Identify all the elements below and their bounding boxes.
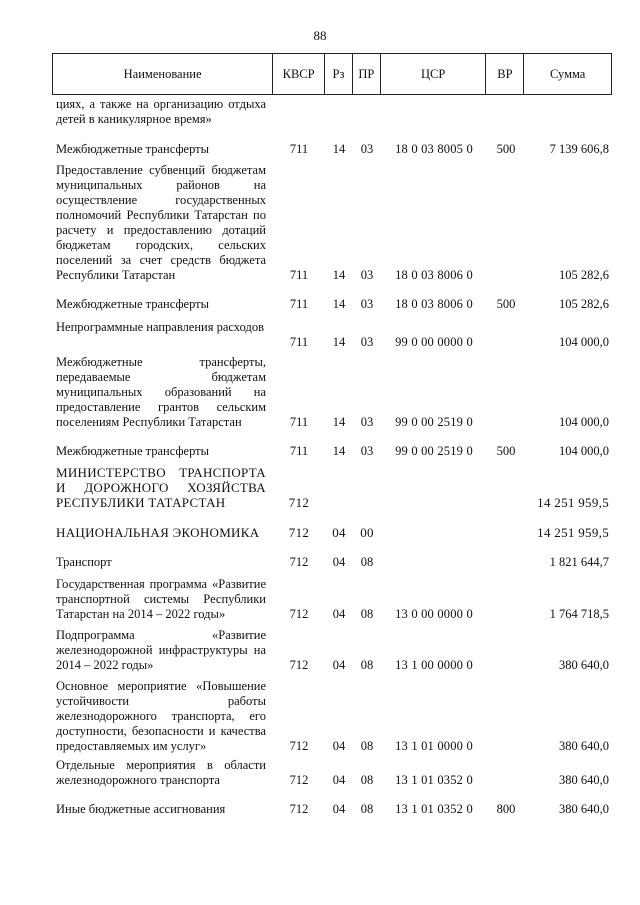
row-sum: 7 139 606,8 <box>549 142 609 156</box>
row-pr: 03 <box>360 415 374 429</box>
row-vr: 500 <box>496 142 516 156</box>
row-kvsr: 712 <box>289 607 309 621</box>
row-kvsr: 711 <box>289 444 309 458</box>
row-name: Межбюджетные трансферты <box>56 444 210 458</box>
row-pr: 03 <box>360 268 374 282</box>
table-row <box>52 444 612 459</box>
row-pr: 03 <box>360 444 374 458</box>
table-row <box>52 525 612 540</box>
table-row <box>52 465 612 510</box>
row-name: Транспорт <box>56 555 112 569</box>
row-pr: 03 <box>360 335 374 349</box>
header-kvsr: КВСР <box>273 54 325 94</box>
table-row <box>52 628 612 673</box>
header-csr: ЦСР <box>381 54 487 94</box>
row-sum: 14 251 959,5 <box>537 495 609 510</box>
row-csr: 99 0 00 2519 0 <box>395 444 473 458</box>
row-csr: 13 1 00 0000 0 <box>395 658 473 672</box>
row-pr: 08 <box>360 555 374 569</box>
row-rz: 04 <box>332 525 346 540</box>
row-pr: 00 <box>360 525 374 540</box>
row-kvsr: 711 <box>289 335 309 349</box>
page-number: 88 <box>313 28 327 43</box>
row-sum: 104 000,0 <box>559 335 609 349</box>
row-csr: 13 1 01 0000 0 <box>395 739 473 753</box>
row-rz: 04 <box>332 607 346 621</box>
row-pr: 03 <box>360 297 374 311</box>
row-rz: 04 <box>332 739 346 753</box>
row-name: Иные бюджетные ассигнования <box>56 802 226 816</box>
header-sum: Сумма <box>549 66 586 81</box>
row-sum: 380 640,0 <box>559 773 609 787</box>
row-sum: 105 282,6 <box>559 268 609 282</box>
table-row <box>52 320 612 350</box>
row-rz: 14 <box>332 268 346 282</box>
table-row <box>52 97 612 127</box>
row-rz: 04 <box>332 658 346 672</box>
row-csr: 18 0 03 8006 0 <box>395 297 473 311</box>
row-name: циях, а также на организацию отдыха детей в каникулярное время» <box>56 97 266 126</box>
row-pr: 08 <box>360 658 374 672</box>
header-rz: Рз <box>325 54 353 94</box>
row-pr: 08 <box>360 802 374 816</box>
row-rz: 04 <box>332 773 346 787</box>
row-csr: 99 0 00 0000 0 <box>395 335 473 349</box>
row-pr: 08 <box>360 773 374 787</box>
table-header <box>52 53 612 95</box>
row-sum: 380 640,0 <box>559 658 609 672</box>
row-rz: 14 <box>332 297 346 311</box>
row-name: Межбюджетные трансферты, передаваемые бюджетам муниципальных образований на предоставление грантов сельским поселениям Республики Татарстан <box>56 355 266 429</box>
row-kvsr: 711 <box>289 415 309 429</box>
row-pr: 03 <box>360 142 374 156</box>
row-rz: 14 <box>332 415 346 429</box>
row-csr: 13 1 01 0352 0 <box>395 802 473 816</box>
table-row <box>52 142 612 157</box>
row-rz: 04 <box>332 555 346 569</box>
row-name: Предоставление субвенций бюджетам муниципальных районов на осуществление государственных полномочий Республики Татарстан по расчету и предоставлению дотаций бюджетам городских, сельских поселений за счет средств бюджета Республики Татарстан <box>56 163 266 282</box>
row-kvsr: 711 <box>289 297 309 311</box>
row-sum: 104 000,0 <box>559 444 609 458</box>
table-row <box>52 355 612 430</box>
row-rz: 14 <box>332 335 346 349</box>
row-name: Основное мероприятие «Повышение устойчивости работы железнодорожного транспорта, его доступности, безопасности и качества предоставляемых им услуг» <box>56 679 266 753</box>
row-csr: 13 0 00 0000 0 <box>395 607 473 621</box>
table-row <box>52 679 612 754</box>
row-name: МИНИСТЕРСТВО ТРАНСПОРТА И ДОРОЖНОГО ХОЗЯЙСТВА РЕСПУБЛИКИ ТАТАРСТАН <box>56 465 266 510</box>
row-kvsr: 712 <box>289 802 309 816</box>
row-kvsr: 712 <box>289 658 309 672</box>
row-csr: 99 0 00 2519 0 <box>395 415 473 429</box>
row-name: Межбюджетные трансферты <box>56 297 210 311</box>
row-kvsr: 712 <box>289 555 309 569</box>
row-name: Непрограммные направления расходов <box>56 320 264 334</box>
table-row <box>52 758 612 788</box>
row-name: НАЦИОНАЛЬНАЯ ЭКОНОМИКА <box>56 525 260 540</box>
row-sum: 380 640,0 <box>559 802 609 816</box>
row-kvsr: 711 <box>289 268 309 282</box>
header-name: Наименование <box>53 54 273 94</box>
row-name: Подпрограмма «Развитие железнодорожной инфраструктуры на 2014 – 2022 годы» <box>56 628 266 672</box>
row-kvsr: 712 <box>288 525 310 540</box>
row-kvsr: 712 <box>289 739 309 753</box>
row-kvsr: 711 <box>289 142 309 156</box>
row-rz: 14 <box>332 444 346 458</box>
row-sum: 104 000,0 <box>559 415 609 429</box>
row-vr: 500 <box>496 444 516 458</box>
row-pr: 08 <box>360 739 374 753</box>
row-rz: 14 <box>332 142 346 156</box>
table-row <box>52 555 612 570</box>
row-sum: 1 764 718,5 <box>549 607 609 621</box>
row-rz: 04 <box>332 802 346 816</box>
table-row <box>52 297 612 312</box>
row-csr: 13 1 01 0352 0 <box>395 773 473 787</box>
row-sum: 105 282,6 <box>559 297 609 311</box>
row-sum: 14 251 959,5 <box>537 525 609 540</box>
table-row <box>52 577 612 622</box>
row-name: Отдельные мероприятия в области железнодорожного транспорта <box>56 758 266 787</box>
row-name: Межбюджетные трансферты <box>56 142 210 156</box>
table-row <box>52 802 612 817</box>
row-csr: 18 0 03 8005 0 <box>395 142 473 156</box>
row-csr: 18 0 03 8006 0 <box>395 268 473 282</box>
row-vr: 500 <box>496 297 516 311</box>
row-vr: 800 <box>496 802 516 816</box>
row-sum: 380 640,0 <box>559 739 609 753</box>
row-kvsr: 712 <box>288 495 310 510</box>
table-row <box>52 163 612 283</box>
row-kvsr: 712 <box>289 773 309 787</box>
header-pr: ПР <box>353 54 381 94</box>
header-vr: ВР <box>486 54 524 94</box>
row-pr: 08 <box>360 607 374 621</box>
row-name: Государственная программа «Развитие транспортной системы Республики Татарстан на 2014 – 2022 годы» <box>56 577 266 621</box>
row-sum: 1 821 644,7 <box>549 555 609 569</box>
